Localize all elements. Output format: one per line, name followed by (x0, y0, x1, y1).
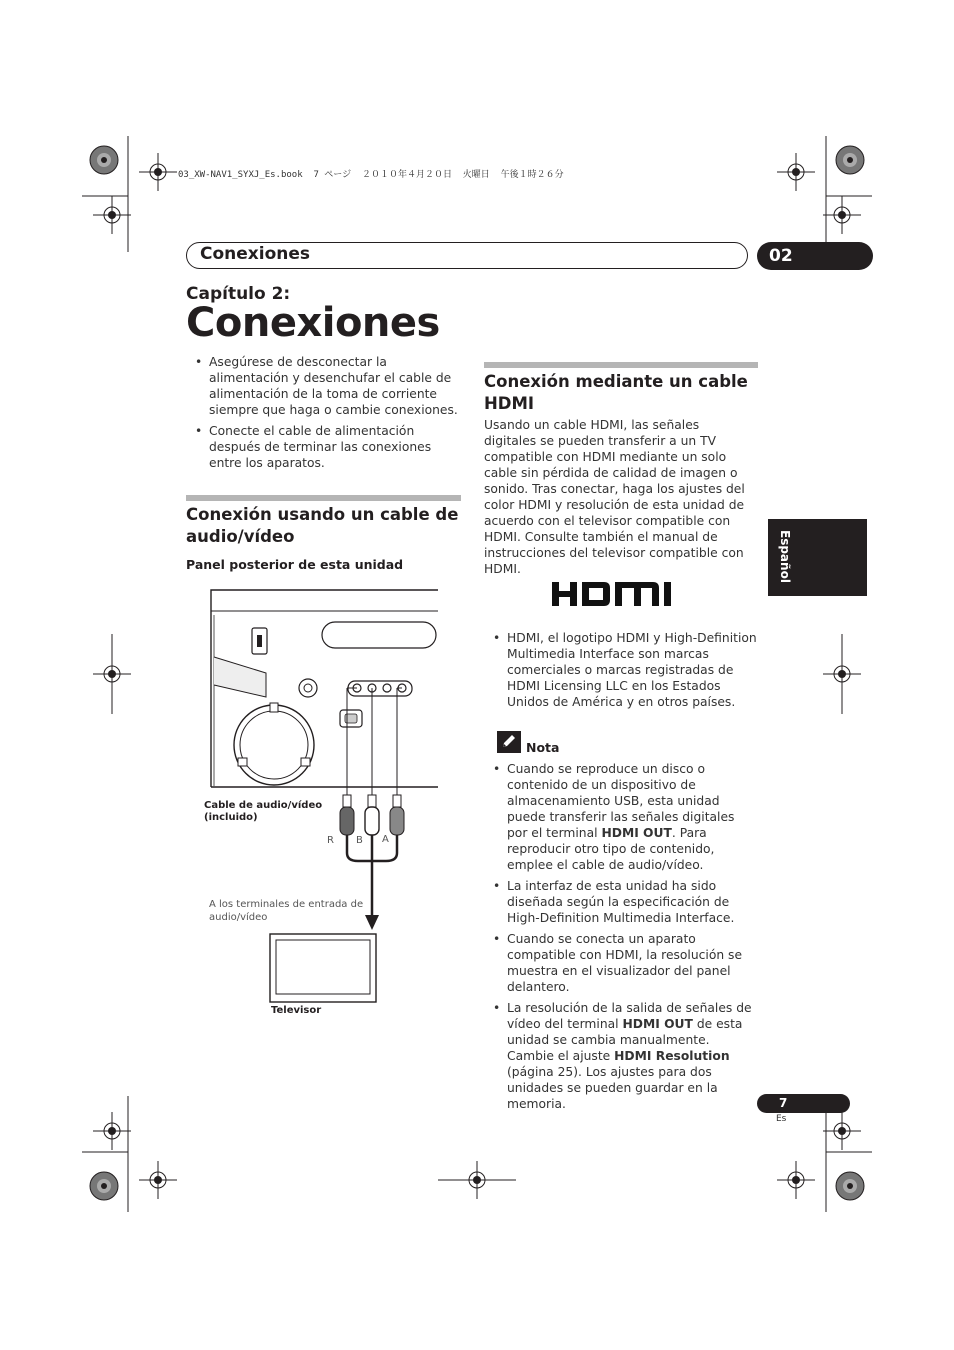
list-item: • HDMI, el logotipo HDMI y High-Definition Multimedia Interface son marcas comerciales o marcas registradas de HDMI Licensing LLC en los Estados Unidos de América y en otros países. (493, 630, 758, 710)
section-rule (186, 495, 461, 501)
section-rule (484, 362, 758, 368)
av-section-heading: Conexión usando un cable de audio/vídeo (186, 505, 459, 546)
list-item: • Conecte el cable de alimentación después de terminar las conexiones entre los aparatos. (195, 423, 463, 471)
note-title: Nota (526, 740, 560, 755)
cable-label-line2: (incluido) (204, 812, 258, 823)
language-tab-label: Español (778, 530, 792, 583)
chapter-title: Conexiones (186, 300, 440, 346)
plug-label-a: A (382, 834, 389, 845)
intro-bullet-list (195, 354, 463, 476)
hdmi-logo (552, 582, 684, 606)
hdmi-section-heading: Conexión mediante un cable HDMI (484, 372, 748, 413)
list-item: • La resolución de la salida de señales de vídeo del terminal HDMI OUT de esta unidad se cambia manualmente. Cambie el ajuste HDMI Resolution (página 25). Los ajustes para dos unidades se pueden guardar en la memoria. (493, 1000, 758, 1112)
rear-panel-subheading: Panel posterior de esta unidad (186, 557, 404, 572)
chapter-number-badge: 02 (757, 242, 873, 270)
hdmi-section-body: Usando un cable HDMI, las señales digitales se pueden transferir a un TV compatible con HDMI mediante un solo cable sin pérdida de calidad de imagen o sonido. Tras conectar, haga los ajustes del color HDMI y resolución de esta unidad de acuerdo con el televisor compatible con HDMI. Consulte también el manual de instrucciones del televisor compatible con HDMI. (484, 418, 745, 576)
cable-label-line1: Cable de audio/vídeo (204, 800, 323, 811)
plug-label-b: B (356, 835, 363, 846)
input-terminals-label-line2: audio/vídeo (209, 912, 268, 923)
list-item: • Asegúrese de desconectar la alimentación y desenchufar el cable de alimentación de la toma de corriente siempre que haga o cambie conexiones. (195, 354, 463, 418)
av-connection-diagram (200, 585, 445, 1005)
input-terminals-label-line1: A los terminales de entrada de (209, 899, 364, 910)
running-header-title: Conexiones (200, 244, 311, 264)
hdmi-trademark-list (493, 630, 758, 715)
tv-label: Televisor (271, 1005, 322, 1016)
page-number: 7 (757, 1094, 850, 1113)
list-item: • Cuando se reproduce un disco o contenido de un dispositivo de almacenamiento USB, esta unidad puede transferir las señales digitales por el terminal HDMI OUT. Para reproducir otro tipo de contenido, emplee el cable de audio/vídeo. (493, 761, 758, 873)
chapter-label: Capítulo 2: (186, 284, 291, 304)
list-item: • Cuando se conecta un aparato compatible con HDMI, la resolución se muestra en el visualizador del panel delantero. (493, 931, 758, 995)
print-file-info: 03_XW-NAV1_SYXJ_Es.book 7 ページ ２０１０年４月２０日 火曜日 午後１時２６分 (178, 170, 564, 180)
note-bullet-list (493, 761, 758, 1117)
note-pencil-icon (497, 731, 521, 753)
plug-label-r: R (327, 835, 334, 846)
list-item: • La interfaz de esta unidad ha sido diseñada según la especificación de High-Definition Multimedia Interface. (493, 878, 758, 926)
page-language-code: Es (776, 1114, 787, 1124)
